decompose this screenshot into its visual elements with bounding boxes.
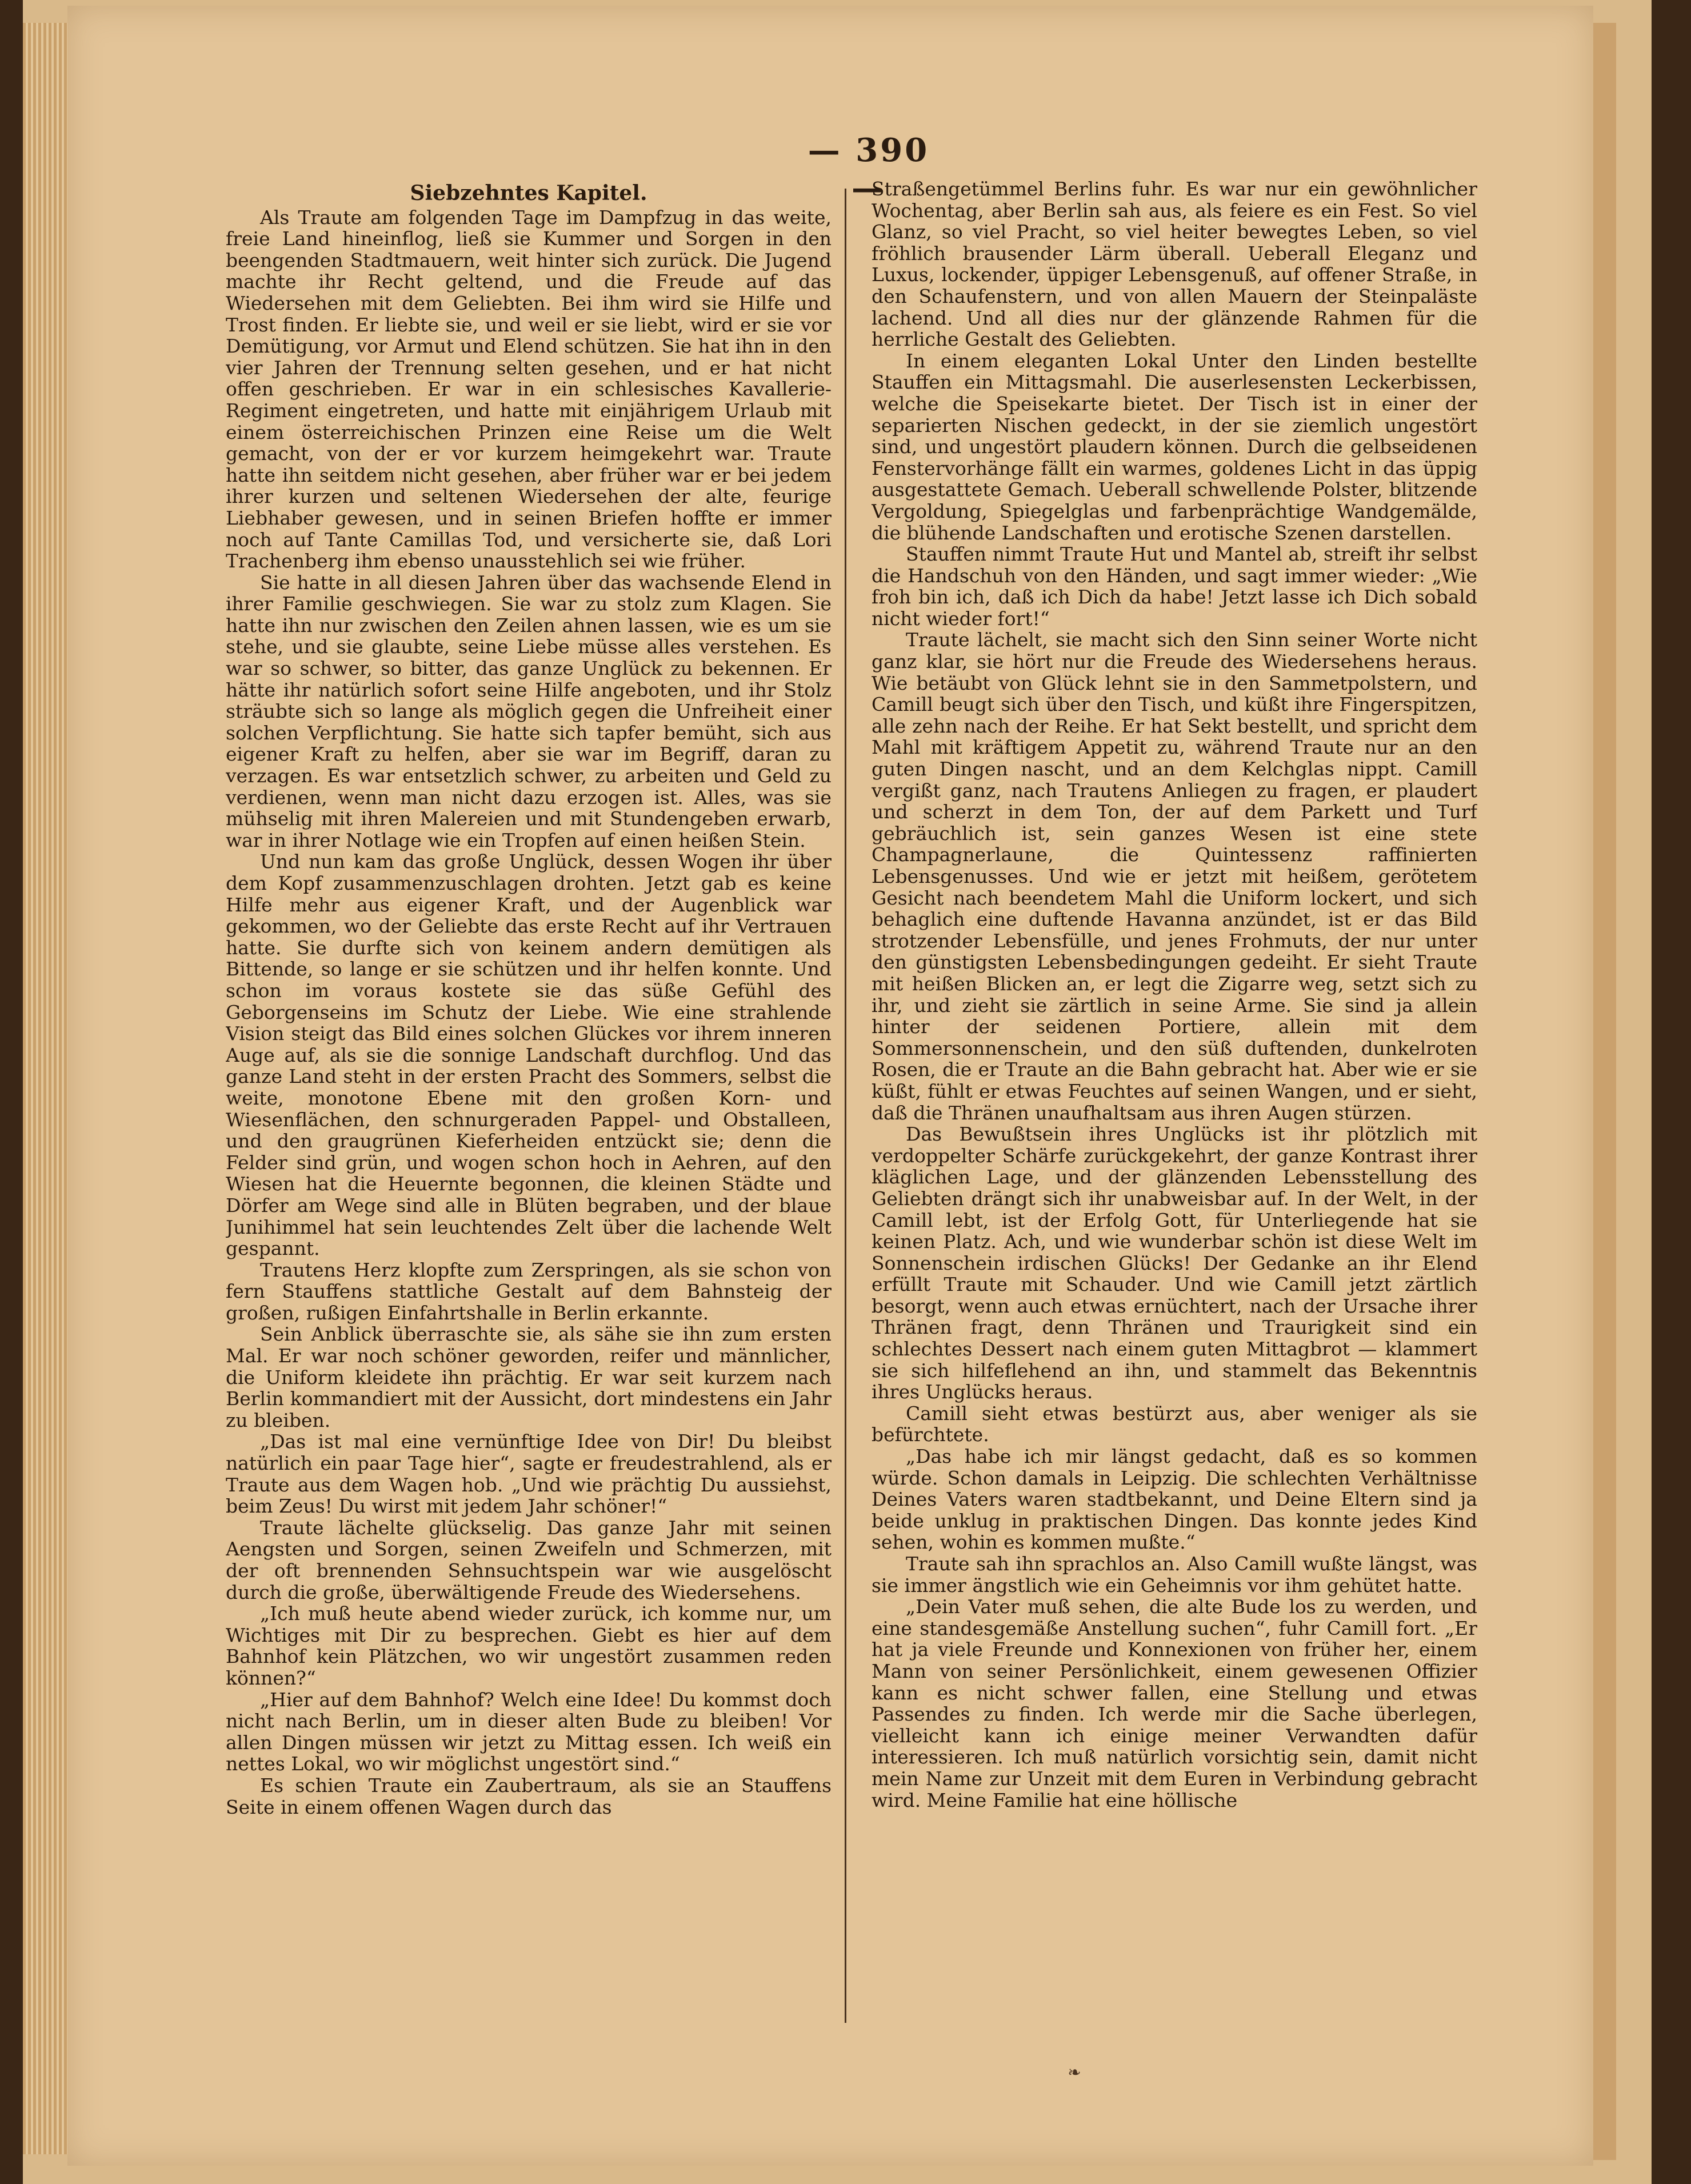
- column-divider: [845, 189, 846, 2023]
- paragraph: „Das habe ich mir längst gedacht, daß es so kommen würde. Schon damals in Leipzig. Die schlechten Verhältnisse Deines Vaters waren stadtbekannt, und Deine Eltern sind ja beide unklug in praktischen Dingen. Das konnte jedes Kind sehen, wohin es kommen mußte.“: [872, 1445, 1477, 1554]
- paragraph: „Dein Vater muß sehen, die alte Bude los zu werden, und eine standesgemäße Anstellung suchen“, fuhr Camill fort. „Er hat ja viele Freunde und Konnexionen von früher her, einem Mann von seiner Persönlichkeit, einem gewesenen Offizier kann es nicht schwer fallen, eine Stellung und etwas Passendes zu finden. Ich werde mir die Sache überlegen, vielleicht kann ich einige meiner Verwandten dafür interessieren. Ich muß natürlich vorsichtig sein, damit nicht mein Name zur Unzeit mit dem Euren in Verbindung gebracht wird. Meine Familie hat eine höllische: [872, 1595, 1477, 1811]
- ornament-icon: ❧: [1068, 2063, 1081, 2082]
- paragraph: Stauffen nimmt Traute Hut und Mantel ab, streift ihr selbst die Handschuh von den Händen, und sagt immer wieder: „Wie froh bin ich, daß ich Dich da habe! Jetzt lasse ich Dich sobald nicht wieder fort!“: [872, 543, 1477, 630]
- paragraph: Das Bewußtsein ihres Unglücks ist ihr plötzlich mit verdoppelter Schärfe zurückgekehrt, der ganze Kontrast ihrer kläglichen Lage, und der glänzenden Lebensstellung des Geliebten drängt sich ihr unabweisbar auf. In der Welt, in der Camill lebt, ist der Erfolg Gott, für Unterliegende hat sie keinen Platz. Ach, und wie wunderbar schön ist diese Welt im Sonnenschein irdischen Glücks! Der Gedanke an ihr Elend erfüllt Traute mit Schauder. Und wie Camill jetzt zärtlich besorgt, wenn auch etwas ernüchtert, nach der Ursache ihrer Thränen fragt, denn Thränen und Traurigkeit sind ein schlechtes Dessert nach einem guten Mittagbrot — klammert sie sich hilfeflehend an ihn, und stammelt das Bekenntnis ihres Unglücks heraus.: [872, 1123, 1477, 1403]
- page-edges: [23, 23, 69, 2154]
- paragraph: „Ich muß heute abend wieder zurück, ich komme nur, um Wichtiges mit Dir zu besprechen. Giebt es hier auf dem Bahnhof kein Plätzchen, wo wir ungestört zusammen reden können?“: [226, 1602, 831, 1689]
- paragraph: Und nun kam das große Unglück, dessen Wogen ihr über dem Kopf zusammenzuschlagen drohten. Jetzt gab es keine Hilfe mehr aus eigener Kraft, und der Augenblick war gekommen, wo der Geliebte das erste Recht auf ihr Vertrauen hatte. Sie durfte sich von keinem andern demütigen als Bittende, so lange er sie schützen und ihr helfen konnte. Und schon im voraus kostete sie das süße Gefühl des Geborgenseins im Schutz der Liebe. Wie eine strahlende Vision steigt das Bild eines solchen Glückes vor ihrem inneren Auge auf, als sie die sonnige Landschaft durchflog. Und das ganze Land steht in der ersten Pracht des Sommers, selbst die weite, monotone Ebene mit den großen Korn- und Wiesenflächen, den schnurgeraden Pappel- und Obstalleen, und den graugrünen Kieferheiden entzückt sie; denn die Felder sind grün, und wogen schon hoch in Aehren, auf den Wiesen hat die Heuernte begonnen, die kleinen Städte und Dörfer am Wege sind alle in Blüten begraben, und der blaue Junihimmel hat sein leuchtendes Zelt über die lachende Welt gespannt.: [226, 850, 831, 1260]
- paragraph: In einem eleganten Lokal Unter den Linden bestellte Stauffen ein Mittagsmahl. Die auserlesensten Leckerbissen, welche die Speisekarte bietet. Der Tisch ist in einer der separierten Nischen gedeckt, in der sie ziemlich ungestört sind, und ungestört plaudern können. Durch die gelbseidenen Fenstervorhänge fällt ein warmes, goldenes Licht in das üppig ausgestattete Gemach. Ueberall schwellende Polster, blitzende Vergoldung, Spiegelglas und farbenprächtige Wandgemälde, die blühende Landschaften und erotische Szenen darstellen.: [872, 349, 1477, 544]
- paragraph: „Hier auf dem Bahnhof? Welch eine Idee! Du kommst doch nicht nach Berlin, um in dieser alten Bude zu bleiben! Vor allen Dingen müssen wir jetzt zu Mittag essen. Ich weiß ein nettes Lokal, wo wir möglichst ungestört sind.“: [226, 1688, 831, 1775]
- paragraph: Traute lächelt, sie macht sich den Sinn seiner Worte nicht ganz klar, sie hört nur die Freude des Wiedersehens heraus. Wie betäubt von Glück lehnt sie in den Sammetpolstern, und Camill beugt sich über den Tisch, und küßt ihre Fingerspitzen, alle zehn nach der Reihe. Er hat Sekt bestellt, und spricht dem Mahl mit kräftigem Appetit zu, während Traute nur an den guten Dingen nascht, und an dem Kelchglas nippt. Camill vergißt ganz, nach Trautens Anliegen zu fragen, er plaudert und scherzt in dem Ton, der auf dem Parkett und Turf gebräuchlich ist, sein ganzes Wesen ist eine stete Champagnerlaune, die Quintessenz raffinierten Lebensgenusses. Und wie er jetzt mit heißem, gerötetem Gesicht nach beendetem Mahl die Uniform lockert, und sich behaglich eine duftende Havanna anzündet, ist er das Bild strotzender Lebensfülle, und jenes Frohmuts, der nur unter den günstigsten Lebensbedingungen gedeiht. Er sieht Traute mit heißen Blicken an, er legt die Zigarre weg, setzt sich zu ihr, und zieht sie zärtlich in seine Arme. Sie sind ja allein hinter der seidenen Portiere, allein mit dem Sommersonnenschein, und den süß duftenden, dunkelroten Rosen, die er Traute an die Bahn gebracht hat. Aber wie er sie küßt, fühlt er etwas Feuchtes auf seinen Wangen, und er sieht, daß die Thränen unaufhaltsam aus ihren Augen stürzen.: [872, 629, 1477, 1124]
- paragraph: Traute sah ihn sprachlos an. Also Camill wußte längst, was sie immer ängstlich wie ein Geheimnis vor ihm gehütet hatte.: [872, 1553, 1477, 1597]
- paragraph: Als Traute am folgenden Tage im Dampfzug in das weite, freie Land hineinflog, ließ sie Kummer und Sorgen in den beengenden Stadtmauern, weit hinter sich zurück. Die Jugend machte ihr Recht geltend, und die Freude auf das Wiedersehen mit dem Geliebten. Bei ihm wird sie Hilfe und Trost finden. Er liebte sie, und weil er sie liebt, wird er sie vor Demütigung, vor Armut und Elend schützen. Sie hat ihn in den vier Jahren der Trennung selten gesehen, und er hat nicht offen geschrieben. Er war in ein schlesisches Kavallerie-Regiment eingetreten, und hatte mit einjährigem Urlaub mit einem österreichischen Prinzen eine Reise um die Welt gemacht, von der er vor kurzem heimgekehrt war. Traute hatte ihn seitdem nicht gesehen, aber früher war er bei jedem ihrer kurzen und seltenen Wiedersehen der alte, feurige Liebhaber gewesen, und in seinen Briefen hoffte er immer noch auf Tante Camillas Tod, und versicherte sie, daß Lori Trachenberg ihm ebenso unausstehlich sei wie früher.: [226, 206, 831, 573]
- paragraph: Traute lächelte glückselig. Das ganze Jahr mit seinen Aengsten und Sorgen, seinen Zweifeln und Schmerzen, mit der oft brennenden Sehnsuchtspein war wie ausgelöscht durch die große, überwältigende Freude des Wiedersehens.: [226, 1516, 831, 1603]
- right-column: [872, 178, 1477, 2018]
- page-number: — 390 —: [807, 131, 930, 207]
- chapter-title: Siebzehntes Kapitel.: [410, 183, 647, 205]
- right-page-edge: [1593, 23, 1616, 2160]
- paragraph: Camill sieht etwas bestürzt aus, aber weniger als sie befürchtete.: [872, 1402, 1477, 1446]
- paragraph: Trautens Herz klopfte zum Zerspringen, als sie schon von fern Stauffens stattliche Gestalt auf dem Bahnsteig der großen, rußigen Einfahrtshalle in Berlin erkannte.: [226, 1258, 831, 1324]
- paragraph: „Das ist mal eine vernünftige Idee von Dir! Du bleibst natürlich ein paar Tage hier“, sagte er freudestrahlend, als er Traute aus dem Wagen hob. „Und wie prächtig Du aussiehst, beim Zeus! Du wirst mit jedem Jahr schöner!“: [226, 1430, 831, 1518]
- paragraph: Sie hatte in all diesen Jahren über das wachsende Elend in ihrer Familie geschwiegen. Sie war zu stolz zum Klagen. Sie hatte ihn nur zwischen den Zeilen ahnen lassen, wie es um sie stehe, und sie glaubte, seine Liebe müsse alles verstehen. Es war so schwer, so bitter, das ganze Unglück zu bekennen. Er hätte ihr natürlich sofort seine Hilfe angeboten, und ihr Stolz sträubte sich so lange als möglich gegen die Unfreiheit einer solchen Verpflichtung. Sie hatte sich tapfer bemüht, sich aus eigener Kraft zu helfen, aber sie war im Begriff, daran zu verzagen. Es war entsetzlich schwer, zu arbeiten und Geld zu verdienen, wenn man nicht dazu erzogen ist. Alles, was sie mühselig mit ihren Malereien und mit Stundengeben erwarb, war in ihrer Notlage wie ein Tropfen auf einen heißen Stein.: [226, 571, 831, 851]
- paragraph: Sein Anblick überraschte sie, als sähe sie ihn zum ersten Mal. Er war noch schöner geworden, reifer und männlicher, die Uniform kleidete ihn prächtig. Er war seit kurzem nach Berlin kommandiert mit der Aussicht, dort mindestens ein Jahr zu bleiben.: [226, 1323, 831, 1431]
- paragraph: Straßengetümmel Berlins fuhr. Es war nur ein gewöhnlicher Wochentag, aber Berlin sah aus, als feiere es ein Fest. So viel Glanz, so viel Pracht, so viel heiter bewegtes Leben, so viel fröhlich brausender Lärm überall. Ueberall Eleganz und Luxus, lockender, üppiger Lebensgenuß, auf offener Straße, in den Schaufenstern, und von allen Mauern der Steinpaläste lachend. Und all dies nur der glänzende Rahmen für die herrliche Gestalt des Geliebten.: [872, 178, 1477, 351]
- paragraph: Es schien Traute ein Zaubertraum, als sie an Stauffens Seite in einem offenen Wagen durch das: [226, 1774, 831, 1818]
- left-column: [226, 183, 831, 2023]
